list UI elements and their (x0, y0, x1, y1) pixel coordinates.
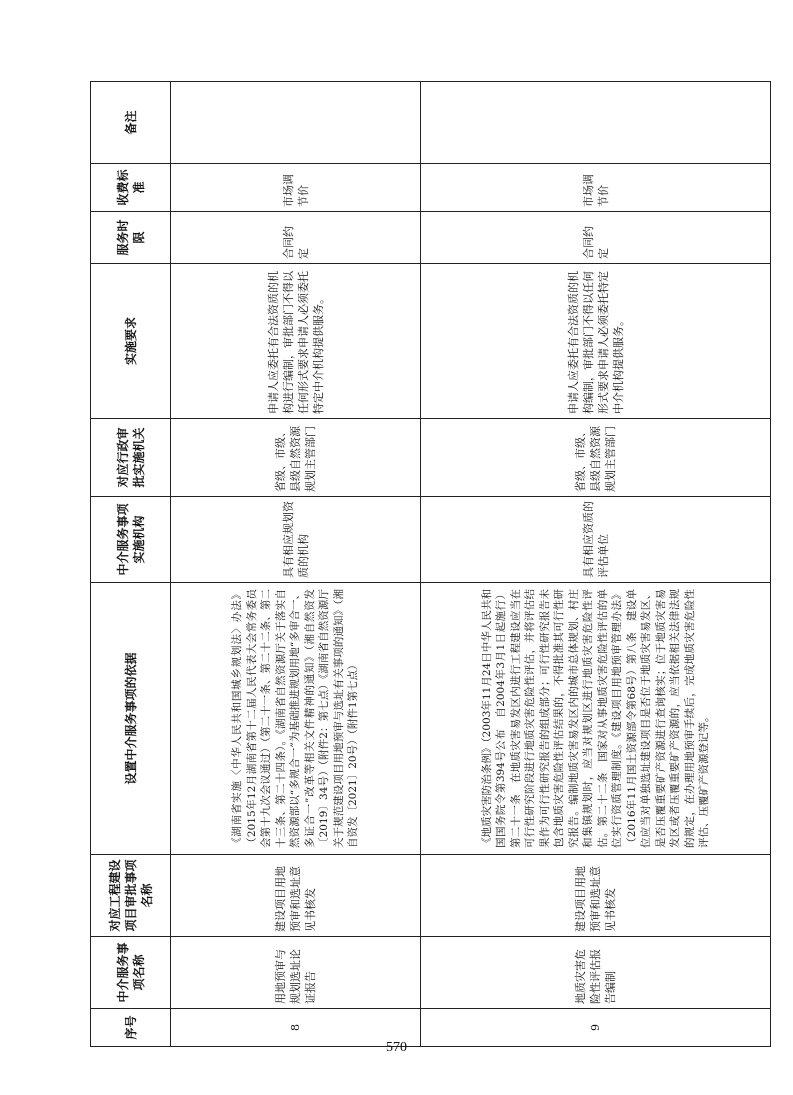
header-fee: 收费标准 (91, 164, 171, 212)
row-service-name: 用地预审与规划选址论证报告 (171, 937, 421, 1009)
row-basis: 《湖南省实施〈中华人民共和国城乡规划法〉办法》（2015年12月湖南省第十二届人民代表大会常务委员会第十九次会议通过）（第二十一条、第二十二条、第二十三条、第二十四条）。《湖南省自然资源厅关于落实自然资源部以“多规合一”为基础推进规划用地“多审合一、多证合一”改革等相关文件精神的通知》（湘自然资发〔2019〕34号）（附件2：第七点）《湖南省自然资源厅关于规范建设项目用地预审与选址有关事项的通知》（湘自资发〔2021〕20号）（附件1第七点） (171, 583, 421, 855)
row-fee: 市场调节价 (171, 164, 421, 212)
header-agency: 中介服务事项实施机构 (91, 497, 171, 583)
row-service-name: 地质灾害危险性评估报告编制 (421, 937, 771, 1009)
header-time-limit: 服务时限 (91, 212, 171, 264)
row-seq: 9 (421, 1009, 771, 1047)
table-row (171, 82, 421, 1047)
header-authority: 对应行政审批实施机关 (91, 419, 171, 497)
header-remark: 备注 (91, 82, 171, 164)
row-authority: 省级、市级、县级自然资源规划主管部门 (171, 419, 421, 497)
header-requirements: 实施要求 (91, 264, 171, 419)
row-time-limit: 合同约定 (171, 212, 421, 264)
service-table (90, 81, 771, 1047)
row-fee: 市场调节价 (421, 164, 771, 212)
row-time-limit: 合同约定 (421, 212, 771, 264)
table-row (421, 82, 771, 1047)
row-requirements: 申请人应委托有合法资质的机构进行编制，审批部门不得以任何形式要求申请人必须委托特定中介机构提供服务。 (171, 264, 421, 419)
row-remark (171, 82, 421, 164)
header-service-name: 中介服务事项名称 (91, 937, 171, 1009)
row-project-name: 建设项目用地预审和选址意见书核发 (421, 855, 771, 937)
header-row (91, 82, 171, 1047)
row-seq: 8 (171, 1009, 421, 1047)
row-basis: 《地质灾害防治条例》（2003年11月24日中华人民共和国国务院令第394号公布 自2004年3月1日起施行）第二十一条 在地质灾害易发区内进行工程建设应当在可行性研究阶段进行地质灾害危险性评估，并将评估结果作为可行性研究报告的组成部分；可行性研究报告未包含地质灾害危险性评估结果的，不得批准其可行性研究报告。编制地质灾害易发区内的城市总体规划、村庄和集镇规划时，应当对规划区进行地质灾害危险性评估。第二十二条 国家对从事地质灾害危险性评估的单位实行资质管理制度。《建设项目用地预审管理办法》（2016年11月国土资源部令第68号）第八条 建设单位应当对单独选址建设项目是否位于地质灾害易发区、是否压覆重要矿产资源进行查询核实；位于地质灾害易发区或者压覆重要矿产资源的，应当依据相关法律法规的规定，在办理用地预审手续后，完成地质灾害危险性评估、压覆矿产资源登记等。 (421, 583, 771, 855)
row-agency: 具有相应规划资质的机构 (171, 497, 421, 583)
rotated-page (90, 82, 770, 1047)
row-requirements: 申请人应委托有合法资质的机构编制，审批部门不得以任何形式要求申请人必须委托特定中介机构提供服务。 (421, 264, 771, 419)
row-remark (421, 82, 771, 164)
page-number: 570 (386, 1040, 407, 1055)
header-project-name: 对应工程建设项目审批事项名称 (91, 855, 171, 937)
header-basis: 设置中介服务事项的依据 (91, 583, 171, 855)
header-seq: 序号 (91, 1009, 171, 1047)
row-agency: 具有相应资质的评估单位 (421, 497, 771, 583)
row-project-name: 建设项目用地预审和选址意见书核发 (171, 855, 421, 937)
row-authority: 省级、市级、县级自然资源规划主管部门 (421, 419, 771, 497)
